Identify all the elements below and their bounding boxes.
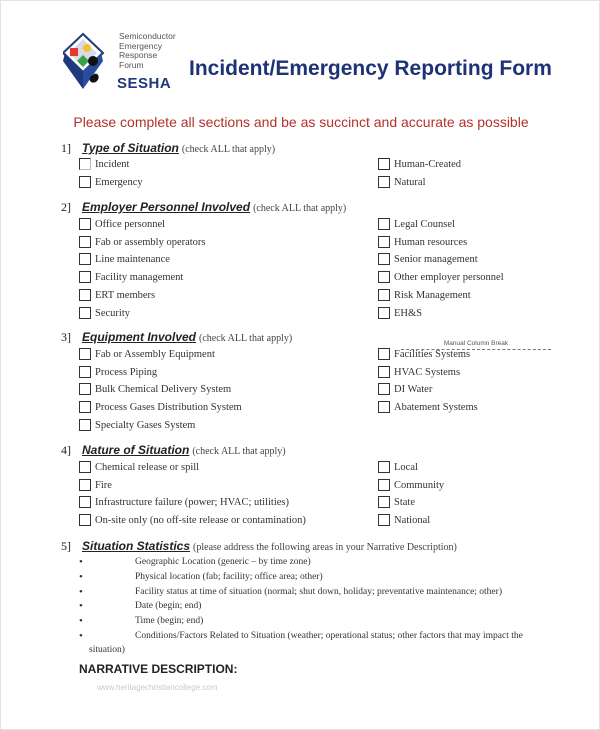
section-number: 3] [61, 330, 71, 344]
bullet-icon: • [79, 556, 83, 568]
checkbox-natural[interactable] [378, 176, 426, 188]
section-note: (please address the following areas in your Narrative Description) [193, 542, 457, 553]
checkbox-box[interactable] [79, 271, 91, 283]
checkbox-line-maintenance[interactable] [79, 253, 170, 265]
checkbox-label: Risk Management [394, 289, 471, 301]
checkbox-label: National [394, 514, 431, 526]
logo-tagline [119, 32, 176, 70]
checkbox-box[interactable] [79, 419, 91, 431]
section-4-heading [61, 443, 286, 458]
checkbox-label: Bulk Chemical Delivery System [95, 383, 232, 395]
bullet-icon: • [79, 615, 83, 627]
bullet-icon: • [79, 600, 83, 612]
logo-line: Semiconductor [119, 31, 176, 41]
checkbox-box[interactable] [79, 461, 91, 473]
checkbox-label: State [394, 496, 415, 508]
checkbox-label: Incident [95, 158, 130, 170]
checkbox-box[interactable] [378, 271, 390, 283]
checkbox-label: Other employer personnel [394, 271, 504, 283]
list-item-text: Time (begin; end) [135, 616, 204, 626]
list-item-text: Facility status at time of situation (normal; shut down, holiday; preventative maintenance; other) [135, 587, 502, 597]
checkbox-box[interactable] [378, 218, 390, 230]
checkbox-local[interactable] [378, 461, 418, 473]
checkbox-fire[interactable] [79, 479, 112, 491]
checkbox-box[interactable] [79, 253, 91, 265]
checkbox-box[interactable] [79, 176, 91, 188]
checkbox-box[interactable] [79, 496, 91, 508]
checkbox-box[interactable] [378, 176, 390, 188]
checkbox-box[interactable] [378, 496, 390, 508]
form-title: Incident/Emergency Reporting Form [189, 57, 552, 80]
section-number: 1] [61, 141, 71, 155]
sesha-emblem-icon [63, 31, 119, 95]
checkbox-label: Local [394, 461, 418, 473]
logo-name: SESHA [117, 75, 172, 92]
section-note: (check ALL that apply) [192, 446, 286, 457]
checkbox-box[interactable] [378, 383, 390, 395]
checkbox-human-created[interactable] [378, 158, 461, 170]
checkbox-human-resources[interactable] [378, 236, 467, 248]
checkbox-box[interactable] [378, 289, 390, 301]
checkbox-box[interactable] [79, 236, 91, 248]
checkbox-ert-members[interactable] [79, 289, 155, 301]
section-title: Nature of Situation [82, 443, 190, 457]
logo-line: Forum [119, 59, 144, 70]
checkbox-other-employer-personnel[interactable] [378, 271, 504, 283]
checkbox-security[interactable] [79, 307, 130, 319]
list-item-wrap: situation) [89, 645, 125, 655]
checkbox-state[interactable] [378, 496, 415, 508]
checkbox-box[interactable] [378, 348, 390, 360]
section-number: 2] [61, 200, 71, 214]
manual-column-break: Manual Column Break [401, 341, 551, 350]
checkbox-label: Legal Counsel [394, 218, 455, 230]
checkbox-box[interactable] [79, 307, 91, 319]
list-item-text: Physical location (fab; facility; office area; other) [135, 572, 323, 582]
checkbox-box[interactable] [378, 236, 390, 248]
section-number: 5] [61, 539, 71, 553]
checkbox-box[interactable] [79, 366, 91, 378]
checkbox-label: Specialty Gases System [95, 419, 196, 431]
checkbox-label: Process Piping [95, 366, 158, 378]
checkbox-box[interactable] [378, 514, 390, 526]
checkbox-label: Human resources [394, 236, 468, 248]
list-item-text: Geographic Location (generic – by time zone) [135, 557, 311, 567]
section-title: Situation Statistics [82, 539, 191, 553]
section-3-heading [61, 330, 292, 345]
checkbox-national[interactable] [378, 514, 430, 526]
watermark-url: www.heritagechristiancollege.com [97, 683, 218, 692]
checkbox-box[interactable] [79, 479, 91, 491]
checkbox-label: Facilities Systems [394, 348, 471, 360]
checkbox-box[interactable] [79, 383, 91, 395]
checkbox-label: Human-Created [394, 158, 462, 170]
checkbox-label: Facility management [95, 271, 184, 283]
section-title: Type of Situation [82, 141, 179, 155]
checkbox-label: Infrastructure failure (power; HVAC; utilities) [95, 496, 289, 508]
checkbox-label: Process Gases Distribution System [95, 401, 242, 413]
logo-line: Response [119, 50, 158, 61]
checkbox-specialty-gases[interactable] [79, 419, 195, 431]
section-note: (check ALL that apply) [199, 333, 293, 344]
section-1-heading [61, 141, 275, 156]
checkbox-on-site-only[interactable] [79, 514, 306, 526]
checkbox-label: Community [394, 479, 445, 491]
checkbox-label: Security [95, 307, 130, 319]
checkbox-community[interactable] [378, 479, 444, 491]
checkbox-box[interactable] [79, 514, 91, 526]
section-note: (check ALL that apply) [253, 203, 347, 214]
checkbox-box[interactable] [79, 158, 91, 170]
section-number: 4] [61, 443, 71, 457]
section-title: Equipment Involved [82, 330, 197, 344]
checkbox-label: On-site only (no off-site release or contamination) [95, 514, 306, 526]
checkbox-label: HVAC Systems [394, 366, 461, 378]
checkbox-label: Line maintenance [95, 253, 170, 265]
checkbox-label: Fire [95, 479, 112, 491]
sesha-logo [63, 31, 183, 101]
checkbox-label: Abatement Systems [394, 401, 478, 413]
checkbox-infrastructure-failure[interactable] [79, 496, 289, 508]
checkbox-ehs[interactable] [378, 307, 422, 319]
checkbox-label: Chemical release or spill [95, 461, 200, 473]
checkbox-box[interactable] [79, 289, 91, 301]
checkbox-incident[interactable] [79, 158, 129, 170]
checkbox-label: Fab or assembly operators [95, 236, 206, 248]
checkbox-box[interactable] [79, 218, 91, 230]
list-item-text: Conditions/Factors Related to Situation (weather; operational status; other factors that may impact the [135, 631, 523, 641]
checkbox-label: Natural [394, 176, 426, 188]
section-2-heading [61, 200, 346, 215]
checkbox-box[interactable] [378, 479, 390, 491]
checkbox-box[interactable] [378, 401, 390, 413]
bullet-icon: • [79, 571, 83, 583]
form-subtitle: Please complete all sections and be as succinct and accurate as possible [73, 114, 529, 130]
checkbox-box[interactable] [378, 461, 390, 473]
checkbox-label: ERT members [95, 289, 156, 301]
section-title: Employer Personnel Involved [82, 200, 251, 214]
bullet-icon: • [79, 630, 83, 642]
checkbox-label: EH&S [394, 307, 423, 319]
checkbox-office-personnel[interactable] [79, 218, 165, 230]
checkbox-abatement-systems[interactable] [378, 401, 478, 413]
checkbox-di-water[interactable] [378, 383, 432, 395]
checkbox-fab-operators[interactable] [79, 236, 206, 248]
checkbox-box[interactable] [79, 348, 91, 360]
checkbox-fab-equipment[interactable] [79, 348, 215, 360]
list-item-text: Date (begin; end) [135, 601, 202, 611]
checkbox-label: Senior management [394, 253, 478, 265]
checkbox-facility-management[interactable] [79, 271, 183, 283]
checkbox-emergency[interactable] [79, 176, 143, 188]
checkbox-hvac-systems[interactable] [378, 366, 460, 378]
checkbox-process-piping[interactable] [79, 366, 157, 378]
checkbox-box[interactable] [378, 253, 390, 265]
section-note: (check ALL that apply) [181, 144, 276, 155]
checkbox-box[interactable] [378, 307, 390, 319]
checkbox-senior-management[interactable] [378, 253, 478, 265]
checkbox-box[interactable] [79, 401, 91, 413]
checkbox-label: Office personnel [95, 218, 166, 230]
checkbox-box[interactable] [378, 158, 390, 170]
checkbox-label: Emergency [95, 176, 143, 188]
checkbox-facilities-systems[interactable] [378, 348, 470, 360]
checkbox-label: DI Water [394, 383, 433, 395]
section-5-heading [61, 539, 457, 554]
bullet-icon: • [79, 586, 83, 598]
checkbox-process-gases[interactable] [79, 401, 242, 413]
checkbox-bulk-chemical[interactable] [79, 383, 231, 395]
checkbox-risk-management[interactable] [378, 289, 471, 301]
logo-line: Emergency [119, 40, 162, 51]
checkbox-label: Fab or Assembly Equipment [95, 348, 215, 360]
checkbox-legal-counsel[interactable] [378, 218, 455, 230]
checkbox-box[interactable] [378, 366, 390, 378]
checkbox-chemical-release[interactable] [79, 461, 199, 473]
narrative-description-label: NARRATIVE DESCRIPTION: [79, 662, 238, 676]
